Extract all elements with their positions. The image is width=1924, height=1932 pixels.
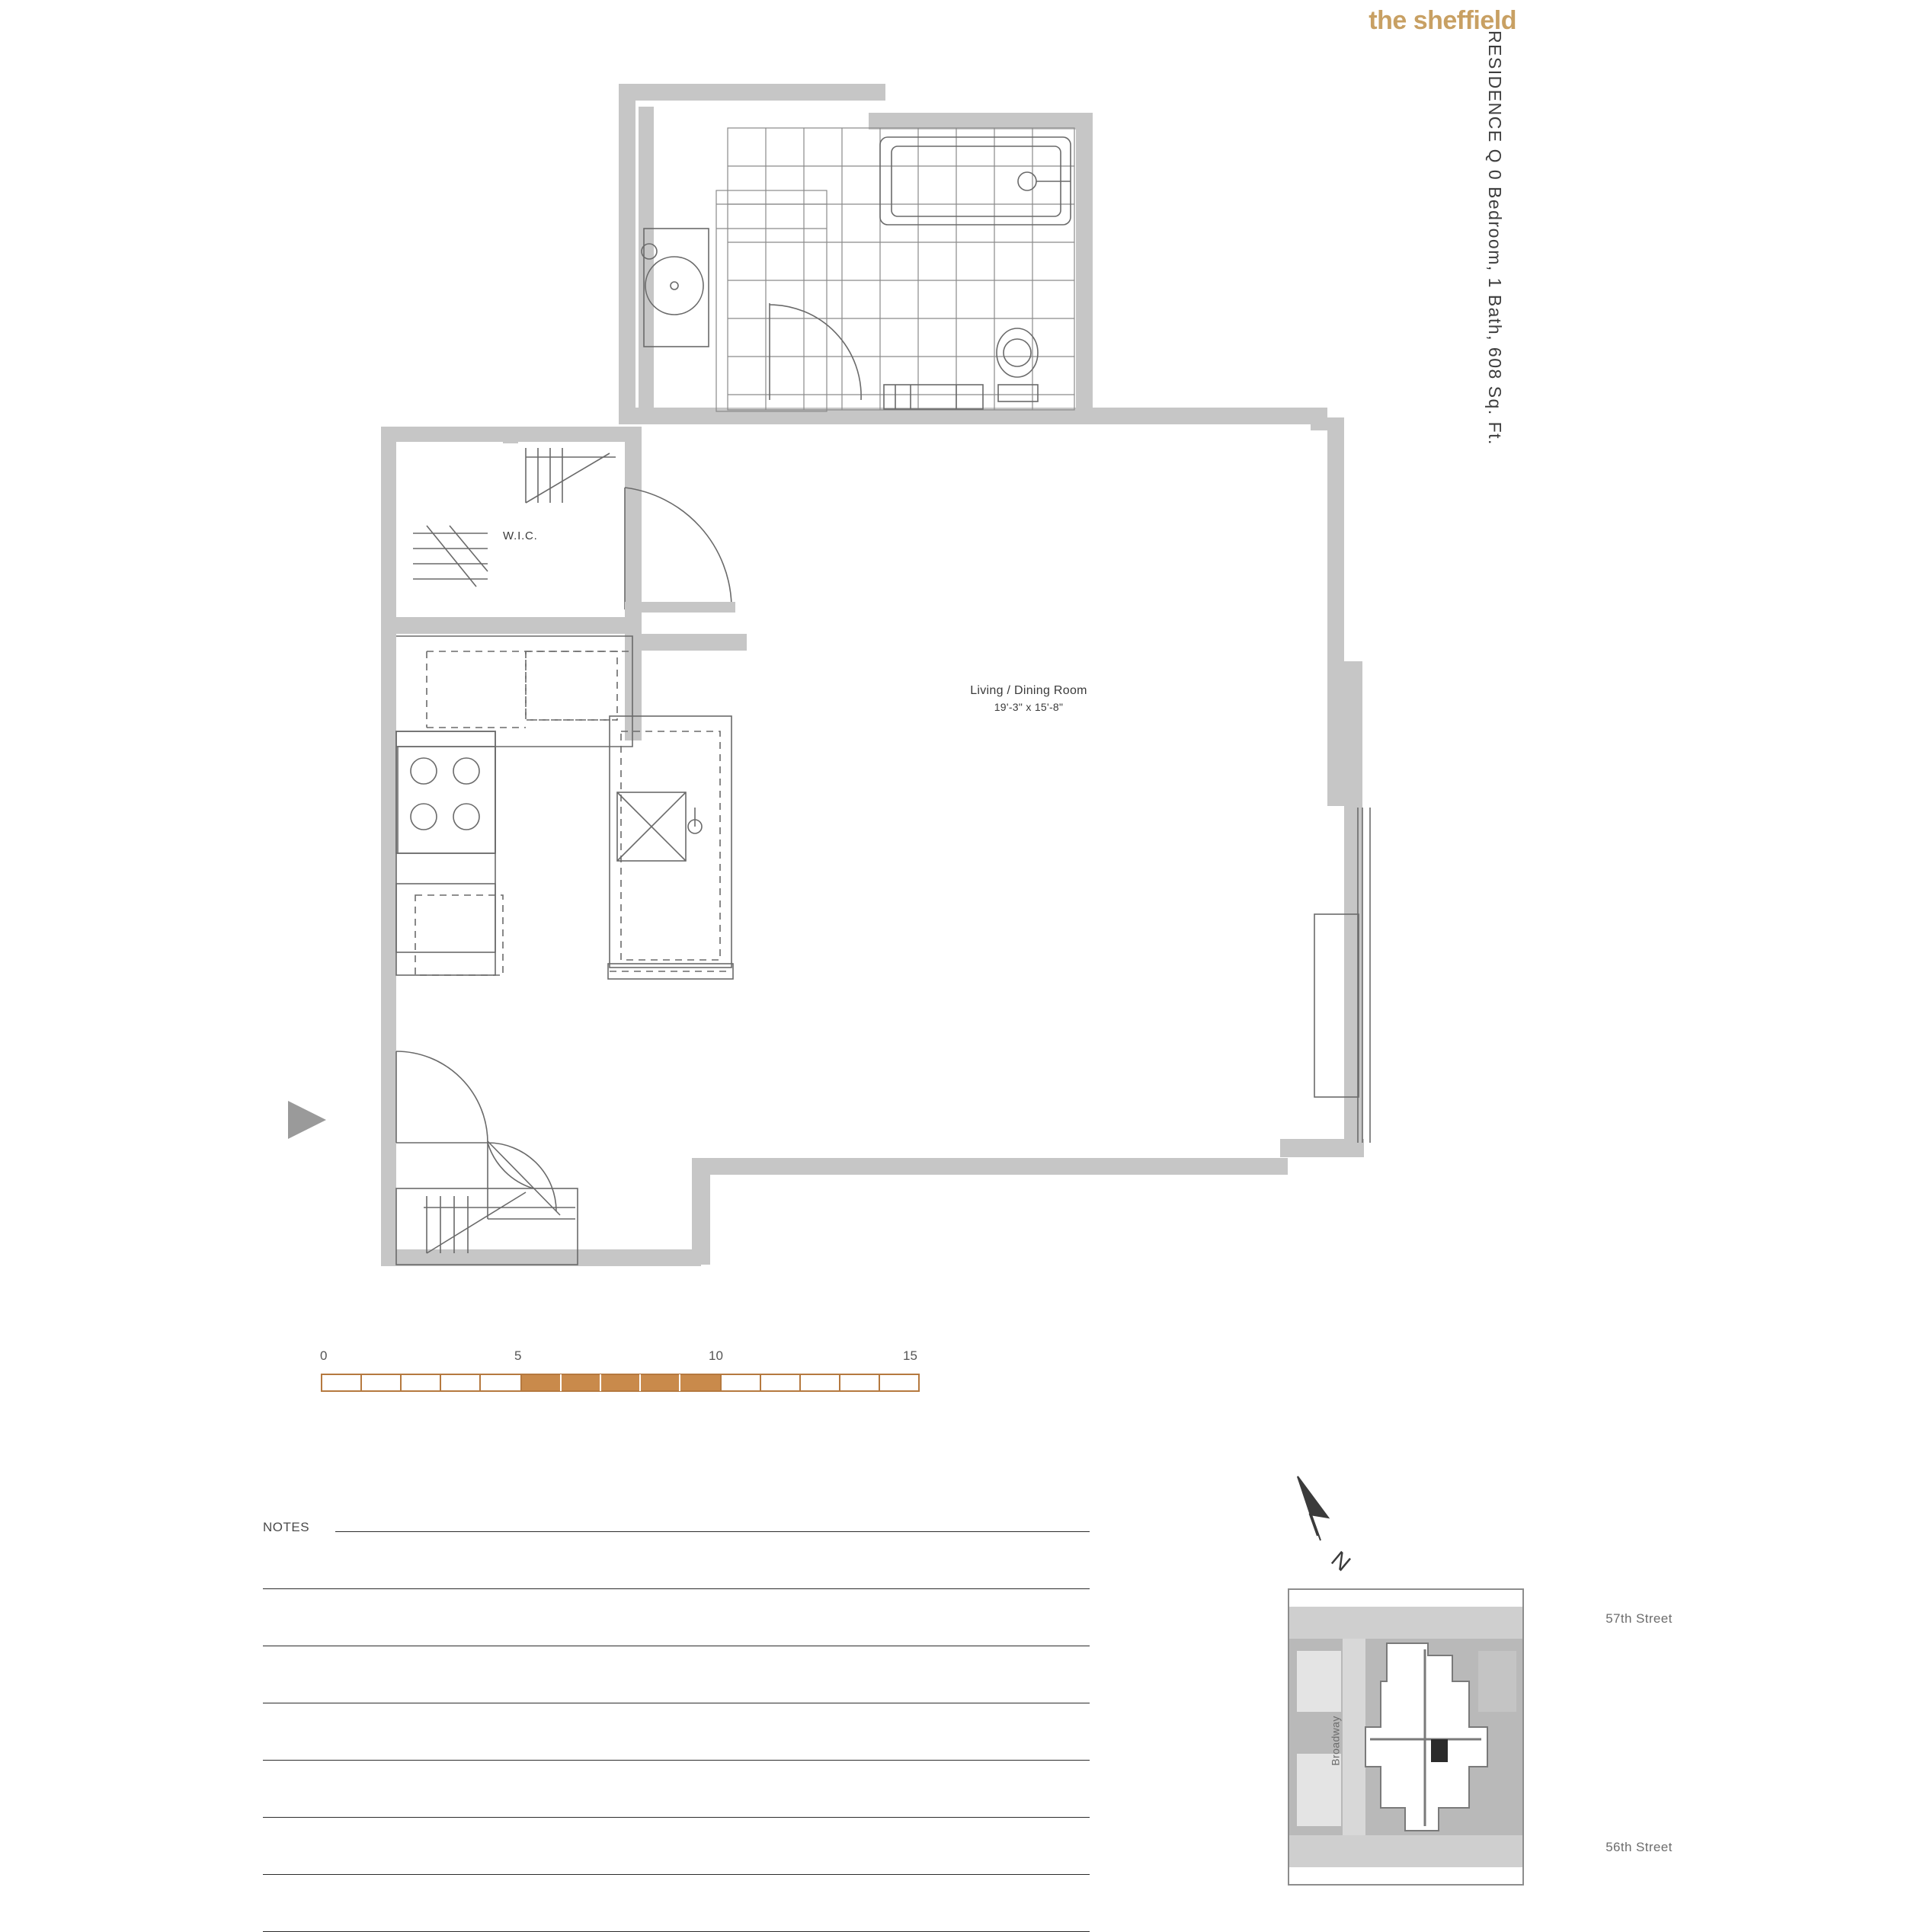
note-line[interactable]: [263, 1817, 1090, 1818]
north-arrow-graphic: [1284, 1470, 1368, 1577]
wall-band: [381, 84, 1364, 1266]
scale-tick-10: 10: [709, 1348, 723, 1363]
unit-marker: [1431, 1739, 1448, 1762]
notes-label: NOTES: [263, 1520, 310, 1534]
room-dimensions: 19'-3" x 15'-8": [994, 701, 1064, 714]
exterior-walls: [381, 82, 1368, 1265]
entry-direction-marker: [288, 1101, 326, 1139]
kitchen-island: [608, 716, 733, 979]
note-line[interactable]: [335, 1531, 1090, 1532]
key-plan: [1288, 1588, 1673, 1886]
street-band-57th: [1289, 1607, 1522, 1639]
avenue-band-left: [1343, 1639, 1365, 1835]
room-label-living-dining: [892, 682, 1166, 715]
room-name: Living / Dining Room: [970, 684, 1087, 697]
entry-tile-grid: [716, 190, 827, 411]
scale-bar-graphic: [320, 1370, 922, 1400]
range-cooktop: [398, 747, 495, 853]
interior-linework: [396, 128, 1370, 1265]
scale-tick-15: 15: [903, 1348, 917, 1363]
vanity-sink: [884, 385, 983, 409]
scale-bar: [320, 1348, 922, 1409]
note-line[interactable]: [263, 1874, 1090, 1875]
key-plan-graphic: [1289, 1590, 1522, 1884]
scale-tick-0: 0: [320, 1348, 328, 1363]
closet-hatch-upper: [526, 448, 616, 503]
scale-tick-5: 5: [514, 1348, 522, 1363]
page-title: RESIDENCE Q 0 Bedroom, 1 Bath, 608 Sq. Ft.: [1485, 30, 1505, 446]
room-label-wic: W.I.C.: [503, 529, 538, 542]
bathroom-sink: [1004, 339, 1031, 366]
entry-door-swings: [396, 1051, 575, 1219]
keyplan-bottom-street: 56th Street: [1605, 1840, 1673, 1854]
note-line[interactable]: [263, 1760, 1090, 1761]
street-band-56th: [1289, 1835, 1522, 1867]
north-letter: N: [1326, 1547, 1356, 1577]
north-arrow: [1284, 1470, 1368, 1577]
bathroom-tile-grid: [728, 128, 1074, 410]
closet-hatch-wic: [413, 526, 488, 587]
upper-cabinets: [415, 651, 629, 975]
bathtub: [880, 137, 1071, 225]
brand-name: the sheffield: [1369, 6, 1516, 35]
bathroom-door-swing: [770, 303, 861, 400]
keyplan-left-avenue: Broadway: [1329, 1716, 1342, 1766]
note-line[interactable]: [263, 1588, 1090, 1589]
keyplan-top-street: 57th Street: [1605, 1611, 1673, 1626]
kitchen-counters: [396, 636, 632, 975]
